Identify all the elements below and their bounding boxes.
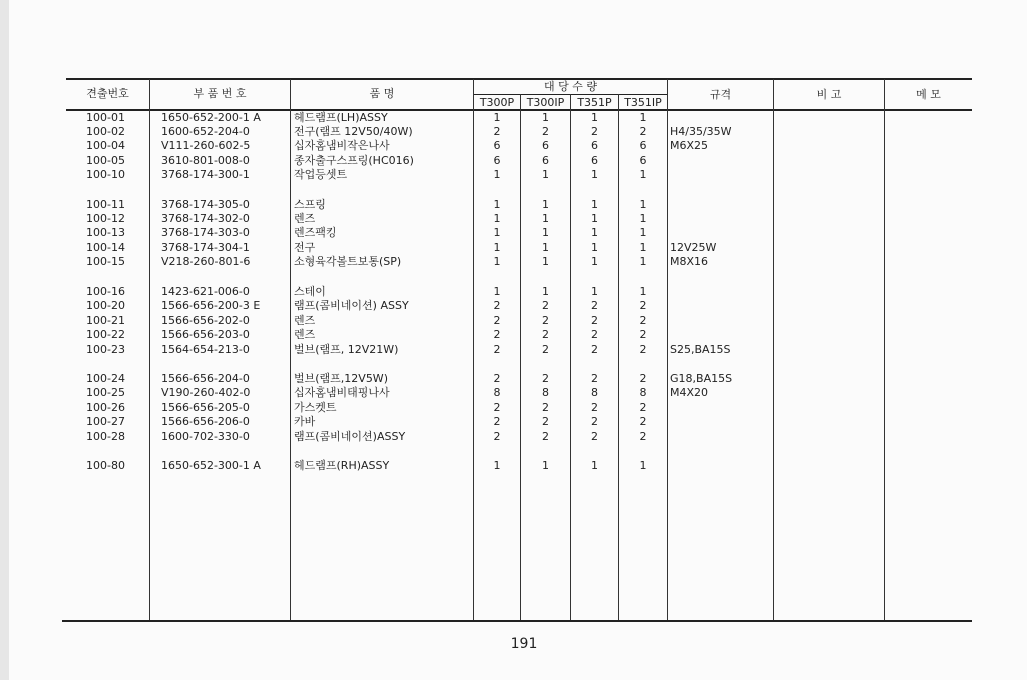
col-rule [667,79,668,620]
part-no-cell: V111-260-602-5 [161,139,251,152]
qty-cell: 1 [542,459,549,472]
col-rule [290,79,291,620]
qty-cell: 2 [542,343,549,356]
header-qty-group: 대 당 수 량 [544,80,597,93]
header-part-no: 부 품 번 호 [193,87,247,100]
ref-no-cell: 100-26 [86,401,125,414]
spec-cell: S25,BA15S [670,343,731,356]
qty-cell: 1 [493,111,501,124]
spec-cell: M4X20 [670,386,709,399]
qty-cell: 1 [639,111,647,124]
ref-no-cell: 100-15 [86,255,125,268]
part-name-cell: 십자홈냄비태핑나사 [294,386,390,399]
header-model-t300ip: T300IP [526,96,565,109]
part-name-cell: 렌즈팩킹 [294,226,337,239]
part-name-cell: 렌즈 [294,314,316,327]
part-no-cell: 1600-652-204-0 [161,125,250,138]
part-name-cell: 벌브(램프,12V5W) [294,372,388,385]
qty-cell: 2 [591,125,598,138]
col-rule [773,79,774,620]
page-edge-shadow [0,0,9,680]
qty-cell: 6 [493,154,501,167]
qty-cell: 1 [542,212,549,225]
part-name-cell: 헤드램프(LH)ASSY [294,111,388,124]
ref-no-cell: 100-16 [86,285,125,298]
qty-cell: 2 [493,314,501,327]
qty-cell: 6 [639,139,647,152]
part-no-cell: 3768-174-305-0 [161,198,250,211]
ref-no-cell: 100-21 [86,314,125,327]
qty-cell: 6 [542,139,549,152]
qty-cell: 1 [591,212,598,225]
qty-cell: 1 [591,285,598,298]
qty-cell: 1 [493,241,501,254]
ref-no-cell: 100-27 [86,415,125,428]
ref-no-cell: 100-13 [86,226,125,239]
ref-no-cell: 100-28 [86,430,125,443]
qty-cell: 1 [542,168,549,181]
qty-cell: 2 [591,372,598,385]
ref-no-cell: 100-01 [86,111,125,124]
ref-no-cell: 100-20 [86,299,125,312]
qty-cell: 1 [493,198,501,211]
part-name-cell: 전구(램프 12V50/40W) [294,125,413,138]
qty-cell: 2 [639,125,647,138]
part-name-cell: 작업등셋트 [294,168,348,181]
qty-cell: 2 [542,415,549,428]
part-no-cell: 3768-174-302-0 [161,212,250,225]
qty-cell: 2 [639,343,647,356]
qty-cell: 1 [639,285,647,298]
qty-cell: 2 [542,328,549,341]
qty-cell: 1 [591,168,598,181]
qty-cell: 1 [591,198,598,211]
part-no-cell: V218-260-801-6 [161,255,251,268]
part-no-cell: 1650-652-200-1 A [161,111,261,124]
part-no-cell: 1566-656-206-0 [161,415,250,428]
spec-cell: M6X25 [670,139,709,152]
qty-cell: 1 [639,459,647,472]
table-bottom-rule [62,620,972,622]
header-part-name: 품 명 [369,87,395,100]
qty-cell: 1 [591,255,598,268]
part-no-cell: 1566-656-205-0 [161,401,250,414]
qty-cell: 2 [639,401,647,414]
qty-cell: 1 [591,226,598,239]
part-name-cell: 벌브(램프, 12V21W) [294,343,399,356]
qty-cell: 1 [639,212,647,225]
qty-cell: 8 [493,386,501,399]
qty-cell: 2 [542,299,549,312]
qty-cell: 2 [591,401,598,414]
qty-cell: 6 [493,139,501,152]
part-no-cell: V190-260-402-0 [161,386,251,399]
col-rule [884,79,885,620]
part-name-cell: 카바 [294,415,316,428]
qty-cell: 2 [639,415,647,428]
qty-cell: 2 [493,415,501,428]
part-name-cell: 종자출구스프링(HC016) [294,154,414,167]
qty-cell: 1 [591,459,598,472]
part-name-cell: 가스켓트 [294,401,337,414]
part-name-cell: 스프링 [294,198,326,211]
qty-cell: 6 [639,154,647,167]
part-name-cell: 램프(콤비네이션)ASSY [294,430,406,443]
qty-cell: 1 [493,212,501,225]
spec-cell: G18,BA15S [670,372,733,385]
qty-cell: 2 [493,328,501,341]
qty-cell: 2 [493,299,501,312]
ref-no-cell: 100-80 [86,459,125,472]
qty-cell: 6 [591,139,598,152]
qty-cell: 1 [639,255,647,268]
header-memo: 메 모 [916,88,941,101]
qty-cell: 2 [591,299,598,312]
col-rule [149,79,150,620]
qty-cell: 2 [493,430,501,443]
qty-cell: 2 [639,314,647,327]
qty-cell: 1 [493,168,501,181]
qty-cell: 2 [542,314,549,327]
qty-cell: 2 [542,372,549,385]
part-no-cell: 3768-174-300-1 [161,168,250,181]
qty-cell: 1 [493,285,501,298]
part-no-cell: 1423-621-006-0 [161,285,250,298]
qty-cell: 1 [493,459,501,472]
qty-cell: 2 [639,328,647,341]
header-spec: 규격 [709,88,732,101]
qty-cell: 2 [493,372,501,385]
ref-no-cell: 100-10 [86,168,125,181]
ref-no-cell: 100-23 [86,343,125,356]
qty-cell: 2 [639,299,647,312]
part-name-cell: 스테이 [294,285,326,298]
qty-cell: 1 [591,111,598,124]
qty-cell: 2 [591,343,598,356]
part-name-cell: 헤드램프(RH)ASSY [294,459,390,472]
part-no-cell: 1566-656-200-3 E [161,299,261,312]
spec-cell: H4/35/35W [670,125,732,138]
header-model-t300p: T300P [479,96,515,109]
qty-cell: 2 [493,401,501,414]
spec-cell: 12V25W [670,241,717,254]
qty-cell: 2 [591,430,598,443]
qty-cell: 8 [639,386,647,399]
qty-cell: 8 [542,386,549,399]
qty-cell: 6 [542,154,549,167]
part-no-cell: 1650-652-300-1 A [161,459,261,472]
qty-cell: 1 [542,241,549,254]
qty-cell: 8 [591,386,598,399]
header-remarks: 비 고 [816,88,842,101]
ref-no-cell: 100-05 [86,154,125,167]
header-ref-no: 견출번호 [86,87,129,100]
part-name-cell: 렌즈 [294,328,316,341]
header-model-t351ip: T351IP [624,96,662,109]
part-name-cell: 렌즈 [294,212,316,225]
ref-no-cell: 100-04 [86,139,125,152]
ref-no-cell: 100-12 [86,212,125,225]
qty-cell: 2 [493,343,501,356]
qty-cell: 1 [542,198,549,211]
page-number: 191 [510,636,538,652]
qty-cell: 6 [591,154,598,167]
spec-cell: M8X16 [670,255,709,268]
ref-no-cell: 100-22 [86,328,125,341]
qty-cell: 2 [542,401,549,414]
qty-cell: 2 [639,430,647,443]
ref-no-cell: 100-02 [86,125,125,138]
part-name-cell: 전구 [294,241,316,254]
qty-cell: 2 [542,125,549,138]
part-name-cell: 램프(콤비네이션) ASSY [294,299,409,312]
part-no-cell: 3768-174-303-0 [161,226,250,239]
qty-cell: 1 [639,226,647,239]
qty-cell: 1 [542,111,549,124]
ref-no-cell: 100-11 [86,198,125,211]
qty-cell: 2 [639,372,647,385]
ref-no-cell: 100-25 [86,386,125,399]
qty-cell: 1 [639,198,647,211]
part-no-cell: 3610-801-008-0 [161,154,250,167]
part-no-cell: 1566-656-204-0 [161,372,250,385]
qty-cell: 1 [493,226,501,239]
qty-cell: 1 [591,241,598,254]
qty-cell: 2 [591,328,598,341]
part-no-cell: 1564-654-213-0 [161,343,250,356]
part-no-cell: 1566-656-202-0 [161,314,250,327]
qty-cell: 1 [542,255,549,268]
qty-cell: 2 [493,125,501,138]
qty-cell: 2 [542,430,549,443]
qty-cell: 1 [542,226,549,239]
part-no-cell: 3768-174-304-1 [161,241,250,254]
part-no-cell: 1566-656-203-0 [161,328,250,341]
qty-cell: 1 [639,168,647,181]
qty-cell: 2 [591,314,598,327]
qty-cell: 1 [639,241,647,254]
ref-no-cell: 100-14 [86,241,125,254]
part-name-cell: 십자홈냄비작은나사 [294,139,390,152]
header-model-t351p: T351P [577,96,612,109]
ref-no-cell: 100-24 [86,372,125,385]
part-name-cell: 소형육각볼트보통(SP) [294,255,402,268]
qty-cell: 1 [493,255,501,268]
qty-cell: 2 [591,415,598,428]
qty-cell: 1 [542,285,549,298]
part-no-cell: 1600-702-330-0 [161,430,250,443]
